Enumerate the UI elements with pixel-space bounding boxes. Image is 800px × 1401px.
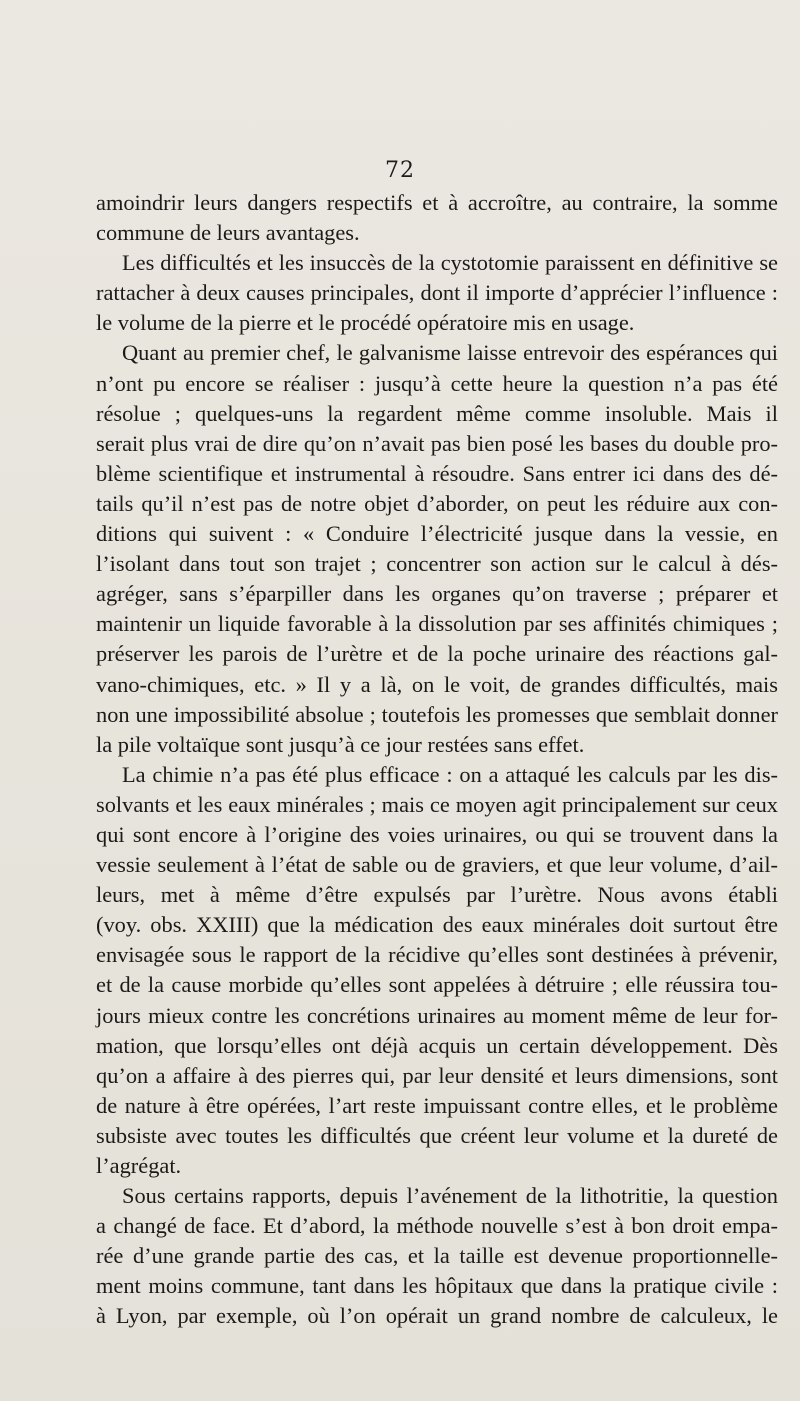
paragraph (96, 248, 778, 338)
paragraph (96, 1181, 778, 1331)
text-line: rattacher à deux causes principales, dont il importe d’apprécier l’influence : (96, 280, 778, 306)
text-line: rée d’une grande partie des cas, et la taille est devenue proportionnelle- (96, 1243, 778, 1269)
text-line: Quant au premier chef, le galvanisme laisse entrevoir des espérances qui (122, 340, 778, 366)
text-line: Les difficultés et les insuccès de la cystotomie paraissent en définitive se (122, 250, 778, 276)
page-number: 72 (385, 158, 415, 183)
text-line: a changé de face. Et d’abord, la méthode nouvelle s’est à bon droit empa- (96, 1213, 778, 1239)
text-line: (voy. obs. XXIII) que la médication des eaux minérales doit surtout être (96, 912, 778, 938)
text-line: tails qu’il n’est pas de notre objet d’aborder, on peut les réduire aux con- (96, 490, 778, 516)
text-line: jours mieux contre les concrétions urinaires au moment même de leur for- (96, 1002, 778, 1028)
text-line: leurs, met à même d’être expulsés par l’urètre. Nous avons établi (96, 882, 778, 908)
text-line: commune de leurs avantages. (96, 220, 360, 246)
body-text (96, 188, 778, 1332)
text-line: subsiste avec toutes les difficultés que créent leur volume et la dureté de (96, 1122, 778, 1148)
text-line: ditions qui suivent : « Conduire l’électricité jusque dans la vessie, en (96, 521, 778, 547)
text-line: préserver les parois de l’urètre et de la poche urinaire des réactions gal- (96, 641, 778, 667)
text-line: qui sont encore à l’origine des voies urinaires, ou qui se trouvent dans la (96, 821, 778, 847)
text-line: l’isolant dans tout son trajet ; concentrer son action sur le calcul à dés- (96, 551, 778, 577)
text-line: l’agrégat. (96, 1153, 182, 1178)
text-line: envisagée sous le rapport de la récidive qu’elles sont destinées à prévenir, (96, 942, 778, 968)
paragraph (96, 188, 778, 248)
text-line: résolue ; quelques-uns la regardent même comme insoluble. Mais il (96, 400, 778, 426)
text-line: de nature à être opérées, l’art reste impuissant contre elles, et le problème (96, 1092, 778, 1118)
text-line: blème scientifique et instrumental à résoudre. Sans entrer ici dans des dé- (96, 460, 778, 486)
text-line: La chimie n’a pas été plus efficace : on a attaqué les calculs par les dis- (122, 761, 778, 787)
text-line: qu’on a affaire à des pierres qui, par leur densité et leurs dimensions, sont (96, 1062, 778, 1088)
text-line: vessie seulement à l’état de sable ou de graviers, et que leur volume, d’ail- (96, 852, 778, 878)
text-line: n’ont pu encore se réaliser : jusqu’à cette heure la question n’a pas été (96, 370, 778, 396)
text-line: le volume de la pierre et le procédé opératoire mis en usage. (96, 310, 635, 336)
text-line: mation, que lorsqu’elles ont déjà acquis un certain développement. Dès (96, 1032, 778, 1058)
text-line: Sous certains rapports, depuis l’avénement de la lithotritie, la question (122, 1183, 778, 1209)
text-line: solvants et les eaux minérales ; mais ce moyen agit principalement sur ceux (96, 791, 778, 817)
text-line: la pile voltaïque sont jusqu’à ce jour restées sans effet. (96, 731, 585, 757)
text-line: et de la cause morbide qu’elles sont appelées à détruire ; elle réussira tou- (96, 972, 778, 998)
text-line: à Lyon, par exemple, où l’on opérait un grand nombre de calculeux, le (96, 1303, 778, 1329)
paragraph (96, 760, 778, 1181)
text-line: ment moins commune, tant dans les hôpitaux que dans la pratique civile : (96, 1273, 778, 1299)
text-line: maintenir un liquide favorable à la dissolution par ses affinités chimiques ; (96, 611, 778, 637)
paragraph (96, 338, 778, 759)
text-line: serait plus vrai de dire qu’on n’avait pas bien posé les bases du double pro- (96, 430, 778, 456)
text-line: amoindrir leurs dangers respectifs et à accroître, au contraire, la somme (96, 190, 778, 215)
text-line: non une impossibilité absolue ; toutefois les promesses que semblait donner (96, 701, 778, 727)
text-line: vano-chimiques, etc. » Il y a là, on le voit, de grandes difficultés, mais (96, 671, 778, 697)
text-line: agréger, sans s’éparpiller dans les organes qu’on traverse ; préparer et (96, 581, 778, 607)
